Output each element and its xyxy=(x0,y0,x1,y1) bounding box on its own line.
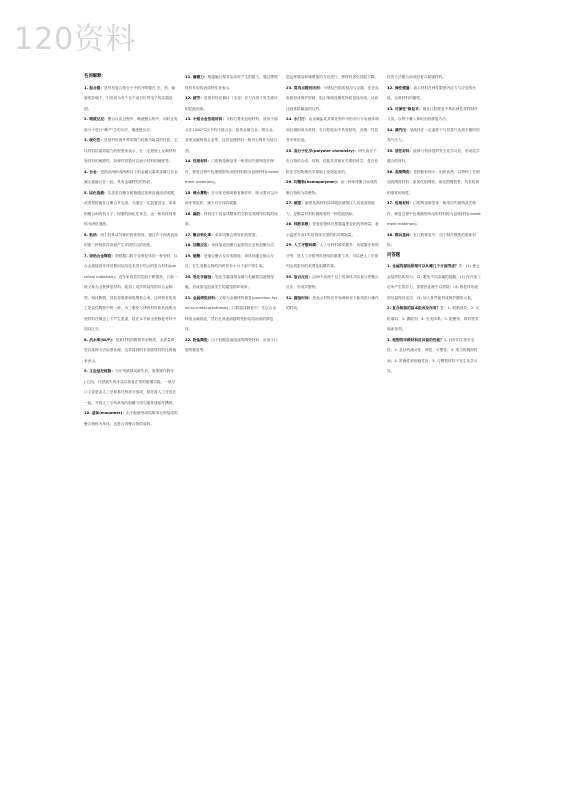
definition-entry xyxy=(286,146,380,178)
definition-entry xyxy=(387,198,481,230)
entry-term: 30. 复合反应： xyxy=(286,274,313,279)
definition-entry xyxy=(84,167,178,188)
definition-entry xyxy=(387,104,481,125)
entry-term: 1. 金属的腐蚀原理可以从哪几个方面考虑？ xyxy=(387,264,459,268)
entry-term: 11. 磨擦力： xyxy=(185,75,208,79)
column-1 xyxy=(84,72,178,429)
entry-text: 指根据口腔专业修复体的一种瓷料，以合金熔接到牙体后利用烧结技术进行结合的复合材料(porcelain materials)。近年来同类的性能不断提高，日新一般又称为全瓷修复材料，能加工成多种烧结形状合金陶瓷。相比陶瓷，其抗弯强度和电陶瓷合成，这种瓷材的加工是烧结陶瓷中的一种，为了避免与烤瓷材料和其他的全瓷材料在概念上不产生混淆，故在本节和全瓷修复材料中加以区分。 xyxy=(84,253,178,331)
heading: 名词解释： xyxy=(84,74,106,79)
definition-entry xyxy=(84,335,178,367)
entry-term: 21. 金属烤瓷材料： xyxy=(185,295,219,300)
entry-text: 口腔铸造修复体一般采用失蜡铸造法制作，修复过程中包埋蜡型所用的材料称为包埋材料(investment materials)。 xyxy=(185,159,279,184)
entry-term: 4. 合金： xyxy=(84,169,101,174)
entry-term: 24. 水门汀： xyxy=(286,117,309,121)
entry-term: 3. 理想的印模材料应具备的性能？ xyxy=(387,337,444,342)
entry-text: 指在口腔修复中利用弹性材料制作义齿，以利于戴入和取出的修复方法。 xyxy=(387,106,478,121)
definition-entry xyxy=(286,219,380,240)
entry-text: 两个同种或异种的固体物体，通过介于两者表面的第三种物质作用而产生牢固结合的现象。 xyxy=(84,232,178,247)
entry-term: 19. 缩聚： xyxy=(185,253,204,258)
definition-entry xyxy=(387,261,481,303)
entry-term: 29. 人工牙塑料模： xyxy=(286,243,320,247)
definition-entry xyxy=(84,230,178,251)
entry-text: 某液体在一定温度下与其蒸气达到平衡时的蒸气压力。 xyxy=(387,127,480,142)
definition-entry xyxy=(185,156,279,188)
definition-entry xyxy=(185,251,279,272)
entry-text: 相接触与相对运动时产生的阻力，通过摩擦材料作用的表面特性来表示。 xyxy=(185,75,278,90)
document-page xyxy=(84,72,480,784)
entry-term: 14. 包埋材料： xyxy=(185,159,212,163)
definition-entry xyxy=(286,272,380,293)
entry-term: 10. 基体(monomer)： xyxy=(84,411,126,415)
entry-text: 是表示材料在开始调和至不能再进行操作的时间。 xyxy=(286,295,379,310)
entry-term: 17. 聚合转化率： xyxy=(185,232,215,237)
watermark: 120资料 xyxy=(14,22,137,57)
entry-text: 在口腔修复中，用于制作模型的基体材料。 xyxy=(387,232,476,247)
definition-entry xyxy=(185,293,279,335)
entry-text: 单体向聚合物转化的程度。 xyxy=(214,232,260,237)
entry-text: 实质是以聚合树脂通过某种溶液浸渍成膜，或者是树脂在注聚合并完成，为通过一定装置设定、单体的聚合和有机分子，树脂的固化在常态、达一般具体现象称为固化速度。 xyxy=(84,190,178,226)
entry-text: 是表征物体长度随温度变化的物理量，表示温度升高1℃时物体长度的相对增加量。 xyxy=(286,222,379,237)
entry-term: 3. 硬化性： xyxy=(84,138,104,142)
entry-term: 1. 混合器： xyxy=(84,85,104,90)
entry-text: 混乱度增加和熵增加的方向进行，使材料老化性能下降。 xyxy=(286,75,379,79)
entry-text: 是指由两种或两种以上的金属元素或金属与非金属元素融合在一起，具有金属特性的物质。 xyxy=(84,169,178,184)
definition-entry xyxy=(185,72,279,93)
definition-entry xyxy=(185,209,279,230)
entry-text: 在牙体充填或修复操作时，喷水雾可以冷却牙体组织，减少对牙体的刺激。 xyxy=(185,190,278,205)
definition-entry xyxy=(84,408,178,429)
entry-term: 25. 高分子化学(polymer chemistry)： xyxy=(286,148,359,153)
definition-entry xyxy=(286,83,380,115)
definition-entry xyxy=(286,293,380,314)
entry-text: 由于能够形成结构单元所组成的聚合物称为单体，也是合成聚合物的原料。 xyxy=(84,411,178,426)
entry-text: 是有机复合物分子中的开附键在 光、热、辐射的影响下，引发成为有个含不成对价带电子的活器放团。 xyxy=(84,85,176,111)
entry-term: 22. 粉盐陶瓷： xyxy=(185,337,212,342)
entry-text: 人工牙材料种类繁多，有树脂牙和瓷牙等，是人工牙排列时使用的重要工具，可以使人工牙排列达到更好的美观及咀嚼效果。 xyxy=(286,243,379,268)
definition-entry xyxy=(387,230,481,251)
entry-text: 聚合反应过程中，唾液聚合物中，同时还有胶分子进行"唾产"生的反应，唾液链反应。 xyxy=(84,117,178,132)
definition-entry xyxy=(387,146,481,167)
column-4 xyxy=(387,72,481,377)
entry-term: 35. 活性材料： xyxy=(387,148,414,153)
entry-term: 9. 义齿基托树脂： xyxy=(84,369,116,373)
definition-entry xyxy=(84,188,178,230)
entry-text: 表示材料在弹性限度内应力与应变的比值，反映材料的刚性。 xyxy=(387,85,476,100)
entry-text: 1. 良好的生物安全性；2. 良好的流动性、弹性、可塑性；3. 适当的凝固时间；4. 准确性和形稳性好；5. 与模型材料不发生化学反应。 xyxy=(387,337,478,373)
entry-term: 12. 疲劳： xyxy=(185,96,204,100)
entry-text: 由两个或两个以上的单体共同参与的聚合反应，形成共聚物。 xyxy=(286,274,379,289)
definition-entry xyxy=(185,335,279,356)
entry-term: 15. 喷水雾粉： xyxy=(185,190,212,195)
entry-text: 答：1. 树脂基质；2. 无机填料；3. 偶联剂；4. 引发体系；5. 阻聚剂、颜料等其他添加剂。 xyxy=(387,306,480,331)
definition-entry xyxy=(286,72,380,83)
entry-term: 6. 粘结： xyxy=(84,232,101,237)
entry-text: 口腔铸造修复体一般采用失蜡铸造法制作，修复过程中包埋蜡型所用的材料称为包埋材料(investment materials)。 xyxy=(387,201,481,226)
entry-text: 由金属盐或其氧化物作为粉剂与专用液体调和后凝固成为材料，在口腔临床中具有粘结、充填、衬层等多种用途。 xyxy=(286,117,379,142)
entry-term: 34. 蒸汽压： xyxy=(387,127,410,132)
entry-term: 18. 加聚反应： xyxy=(185,243,212,247)
entry-text: 硬度是指材料局部抵抗硬物压入其表面的能力，是衡量材料软硬程度的一种性能指标。 xyxy=(286,201,375,216)
entry-term: 28. 线胀系数： xyxy=(286,222,313,226)
definition-entry xyxy=(286,177,380,198)
definition-entry xyxy=(387,125,481,146)
definition-entry xyxy=(387,83,481,104)
definition-entry xyxy=(185,272,279,293)
column-2 xyxy=(185,72,279,356)
entry-term: 26. 均聚物(homopolymer)： xyxy=(286,180,341,184)
definition-entry xyxy=(286,198,380,219)
entry-term: 33. 可弹性"修复术： xyxy=(387,106,423,111)
entry-term: 32. 弹性模量： xyxy=(387,85,414,90)
definition-entry xyxy=(84,114,178,135)
entry-term: 38. 模具基体： xyxy=(387,232,414,237)
definition-entry xyxy=(84,83,178,115)
entry-term: 7. 烧结合金陶瓷： xyxy=(84,253,116,258)
definition-entry xyxy=(185,230,279,241)
definition-entry xyxy=(387,72,481,83)
column-3 xyxy=(286,72,380,314)
section-heading: 问答题 xyxy=(387,252,401,258)
definition-entry xyxy=(387,167,481,199)
entry-text: 当牙列缺损或缺失后，需要制作假牙(义齿)，代替缺失的牙齿以恢复正常的咀嚼功能，一般分口义齿是由人工牙和基托两部分组成，基托将人工牙连在一起，并将人工牙所承受的咀嚼力均匀地传递给牙槽骨。 xyxy=(84,369,177,405)
entry-term: 20. 电化学腐蚀： xyxy=(185,274,215,279)
definition-entry xyxy=(185,188,279,209)
entry-text: 由一种单体聚合而成的聚合物称为均聚物。 xyxy=(286,180,378,195)
entry-text: 能够与机体组织发生化学反应，形成化学键合的材料。 xyxy=(387,148,480,163)
entry-text: 又称石膏类包埋材料，适用于熔点在1000°C以下的中熔合金，如贵金属合金、银合金、非贵金属铸造合金等，这类包埋材料一般用石膏作为结合剂。 xyxy=(185,117,278,153)
entry-text: 又称为金属烤瓷修复(porcelain-fused-to-metal-prosthesis)，口腔临床修复中，先以合金铸造金属基底，然后在其表面熔附瓷粉烧结而成的修复体。 xyxy=(185,295,278,331)
entry-term: 27. 硬度： xyxy=(286,201,305,205)
entry-term: 37. 包埋材料： xyxy=(387,201,414,205)
entry-text: 材料由于局部或整体的交联变成网络结构的现象。 xyxy=(185,211,278,226)
entry-term: 16. 凝胶： xyxy=(185,211,204,216)
definition-entry xyxy=(286,114,380,146)
definition-entry xyxy=(387,335,481,377)
entry-term: 8. 抗水率(W/P)： xyxy=(84,337,116,342)
entry-text: 由于硅酸盐而组成的陶瓷材料，可用于口腔的修复等。 xyxy=(185,337,278,352)
definition-entry xyxy=(84,251,178,335)
definition-entry xyxy=(84,135,178,167)
definition-entry xyxy=(185,240,279,251)
definition-entry xyxy=(84,366,178,408)
definition-entry xyxy=(185,114,279,156)
entry-text: 单体加成而聚合起来的反应称加聚反应。 xyxy=(211,243,278,247)
entry-text: 电化学腐蚀指金属与电解质溶液相接触，形成原电池而发生的腐蚀损坏现象。 xyxy=(185,274,274,289)
entry-term: 31. 腐蚀时间： xyxy=(286,295,313,300)
definition-entry xyxy=(185,93,279,114)
entry-text: 可堵住凹陷的窝沟与点隙，在牙齿表面形成保护屏障，阻止细菌及酸性物质侵蚀牙面，从而达到预防龋齿的目的。 xyxy=(286,85,379,111)
entry-text: 是某材料的吸附作用程度，水质量浓度以某种方法标准处理，这样得到的水溶胀材料的比例值来表示。 xyxy=(84,337,177,363)
entry-term: 2. 唾液反应： xyxy=(84,117,108,121)
entry-term: 23. 窝沟点隙封闭剂： xyxy=(286,85,324,90)
entry-text: 性的方法聚合而成的复合树脂材料。 xyxy=(387,75,446,79)
entry-term: 2. 复合树脂的基本组成及作用？ xyxy=(387,306,441,310)
entry-text: 是缩合聚合反应的简称，单体间通过缩合反应，在生成聚合物的同时伴有小分子副产物生成。 xyxy=(185,253,274,268)
entry-text: 是指材料在循环（交变）应力作用下发生破坏的性能现象。 xyxy=(185,96,278,111)
entry-text: 是指粉粒细小、组织致密，以特种工艺制造的陶瓷材料，如氧化铝陶瓷、氧化锆陶瓷等，具有较高的强度和韧性。 xyxy=(387,169,480,195)
entry-term: 13. 中熔合金包埋材料： xyxy=(185,117,227,121)
entry-text: 研究高分子化合物的合成、结构、性能及其相互关系的科学，是在有机化学和物理化学基础上发展起来的。 xyxy=(286,148,379,174)
definition-entry xyxy=(286,240,380,272)
entry-text: 是指材料被外界切削力转换为能量的性质。它以材料抗破坏能力的程度来表示，在一定程度上反映材料所具有的耐磨性，如弹性常数可以表示材料的硬度等。 xyxy=(84,138,178,163)
entry-text: 答：(1) 使合金组织结构均匀；(2) 避免不同金属的接触；(3) 经冷加工后所产生的应力，需要热处理予以消除；(4) 修复体的表面尽量保持光洁；(5) 加入某些能形成保护膜的元素。 xyxy=(387,264,481,300)
entry-term: 5. 固化溶液： xyxy=(84,190,108,195)
entry-term: 36. 高细陶瓷： xyxy=(387,169,414,174)
definition-entry xyxy=(387,303,481,335)
